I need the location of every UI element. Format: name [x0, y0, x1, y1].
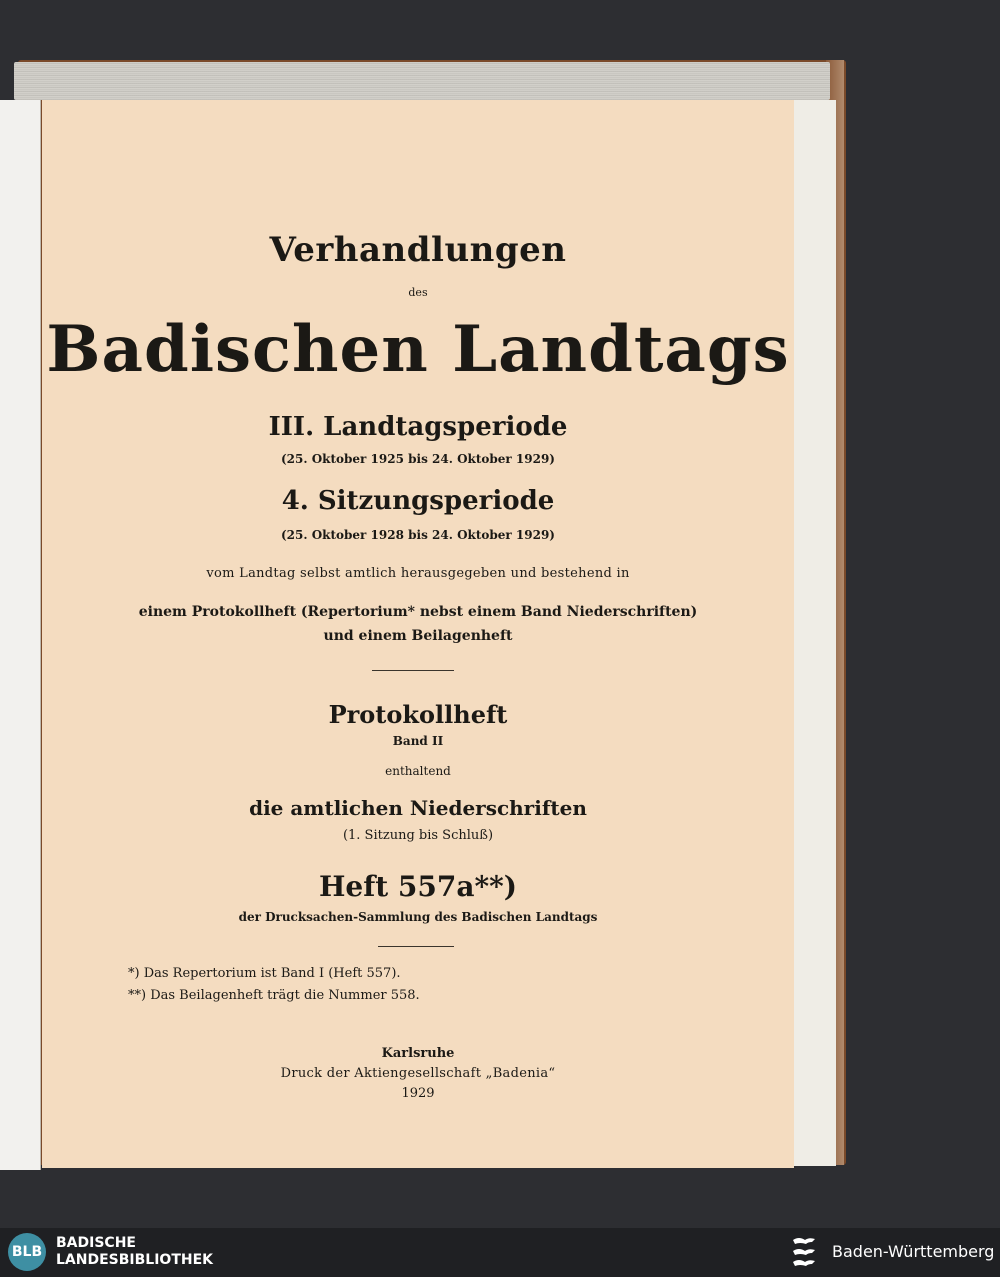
drucksachen-line: der Drucksachen-Sammlung des Badischen Landtags: [238, 910, 598, 924]
title-des: des: [408, 286, 428, 299]
enthaltend-label: enthaltend: [385, 764, 451, 778]
sitzung-range: (1. Sitzung bis Schluß): [342, 828, 494, 843]
imprint-city: Karlsruhe: [381, 1046, 455, 1061]
main-title: Badischen Landtags: [46, 312, 790, 387]
contents-line-2: und einem Beilagenheft: [323, 628, 513, 644]
contents-line-1: einem Protokollheft (Repertorium* nebst einem Band Niederschriften): [138, 604, 698, 620]
footer-bar: [0, 1228, 1000, 1277]
right-leaf: [790, 100, 836, 1166]
baden-wuerttemberg-lions-icon: [790, 1234, 824, 1272]
imprint-printer: Druck der Aktiengesellschaft „Badenia“: [280, 1066, 556, 1081]
library-name[interactable]: [56, 1235, 213, 1269]
niederschriften-heading: die amtlichen Niederschriften: [249, 796, 587, 820]
protokollheft-heading: Protokollheft: [328, 700, 508, 729]
sitzungsperiode: 4. Sitzungsperiode: [281, 486, 555, 516]
footnote: *) Das Repertorium ist Band I (Heft 557).: [128, 966, 401, 981]
imprint-year: 1929: [401, 1086, 435, 1101]
page-title: Verhandlungen: [269, 230, 567, 270]
landtagsperiode-dates: (25. Oktober 1925 bis 24. Oktober 1929): [280, 452, 555, 466]
footnote: **) Das Beilagenheft trägt die Nummer 558.: [128, 988, 420, 1003]
title-page: [42, 100, 794, 1168]
sitzungsperiode-dates: (25. Oktober 1928 bis 24. Oktober 1929): [280, 528, 555, 542]
library-name-line-2: LANDESBIBLIOTHEK: [56, 1252, 214, 1268]
state-name[interactable]: Baden-Württemberg: [832, 1242, 995, 1261]
library-name-line-1: BADISCHE: [56, 1235, 136, 1251]
page-block-edge: [14, 62, 830, 100]
divider: [378, 946, 454, 947]
band-label: Band II: [392, 734, 444, 748]
left-leaf: [0, 100, 41, 1170]
blb-logo-icon[interactable]: BLB: [8, 1233, 46, 1271]
landtagsperiode: III. Landtagsperiode: [268, 412, 568, 442]
publication-note: vom Landtag selbst amtlich herausgegeben und bestehend in: [206, 566, 630, 581]
divider: [372, 670, 454, 671]
heft-number: Heft 557a**): [318, 870, 518, 903]
